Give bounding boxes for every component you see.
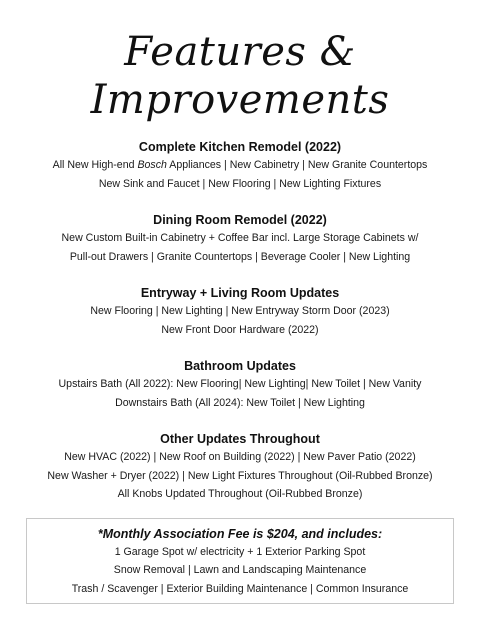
section-line-text: All New High-end — [52, 159, 138, 171]
section-line: New HVAC (2022) | New Roof on Building (2022) | New Paver Patio (2022) — [64, 451, 416, 463]
fee-line: 1 Garage Spot w/ electricity + 1 Exterior Parking Spot — [114, 546, 366, 558]
section-line: Downstairs Bath (All 2024): New Toilet | New Lighting — [115, 396, 365, 409]
page-title: Features & Improvements — [90, 29, 390, 123]
section-line: Upstairs Bath (All 2022): New Flooring| New Lighting| New Toilet | New Vanity — [58, 378, 422, 390]
section-heading: Dining Room Remodel (2022) — [153, 213, 327, 227]
fee-line: Trash / Scavenger | Exterior Building Maintenance | Common Insurance — [71, 582, 409, 595]
section-dining-room — [0, 212, 480, 266]
fee-heading: *Monthly Association Fee is $204, and includes: — [97, 527, 383, 541]
section-line: New Custom Built-in Cabinetry + Coffee Bar incl. Large Storage Cabinets w/ — [61, 232, 419, 244]
fee-line: Snow Removal | Lawn and Landscaping Maintenance — [113, 564, 367, 577]
section-line: New Sink and Faucet | New Flooring | New Lighting Fixtures — [98, 177, 382, 190]
brand-name: Bosch — [137, 159, 167, 171]
association-fee-box — [26, 518, 454, 604]
section-line-text: Appliances | New Cabinetry | New Granite Countertops — [166, 159, 428, 171]
section-heading: Complete Kitchen Remodel (2022) — [138, 140, 342, 154]
section-line: All Knobs Updated Throughout (Oil-Rubbed Bronze) — [117, 488, 363, 500]
section-line — [0, 156, 480, 175]
section-line: New Flooring | New Lighting | New Entryway Storm Door (2023) — [90, 305, 390, 317]
section-line: Pull-out Drawers | Granite Countertops | Beverage Cooler | New Lighting — [69, 250, 411, 263]
section-bathroom — [0, 358, 480, 412]
section-entryway-living-room — [0, 285, 480, 339]
section-other-updates — [0, 431, 480, 504]
section-heading: Bathroom Updates — [184, 359, 296, 373]
section-heading: Other Updates Throughout — [160, 432, 320, 446]
section-kitchen — [0, 139, 480, 193]
section-line: New Front Door Hardware (2022) — [161, 323, 319, 336]
section-line: New Washer + Dryer (2022) | New Light Fixtures Throughout (Oil-Rubbed Bronze) — [47, 469, 433, 482]
section-heading: Entryway + Living Room Updates — [140, 286, 340, 300]
